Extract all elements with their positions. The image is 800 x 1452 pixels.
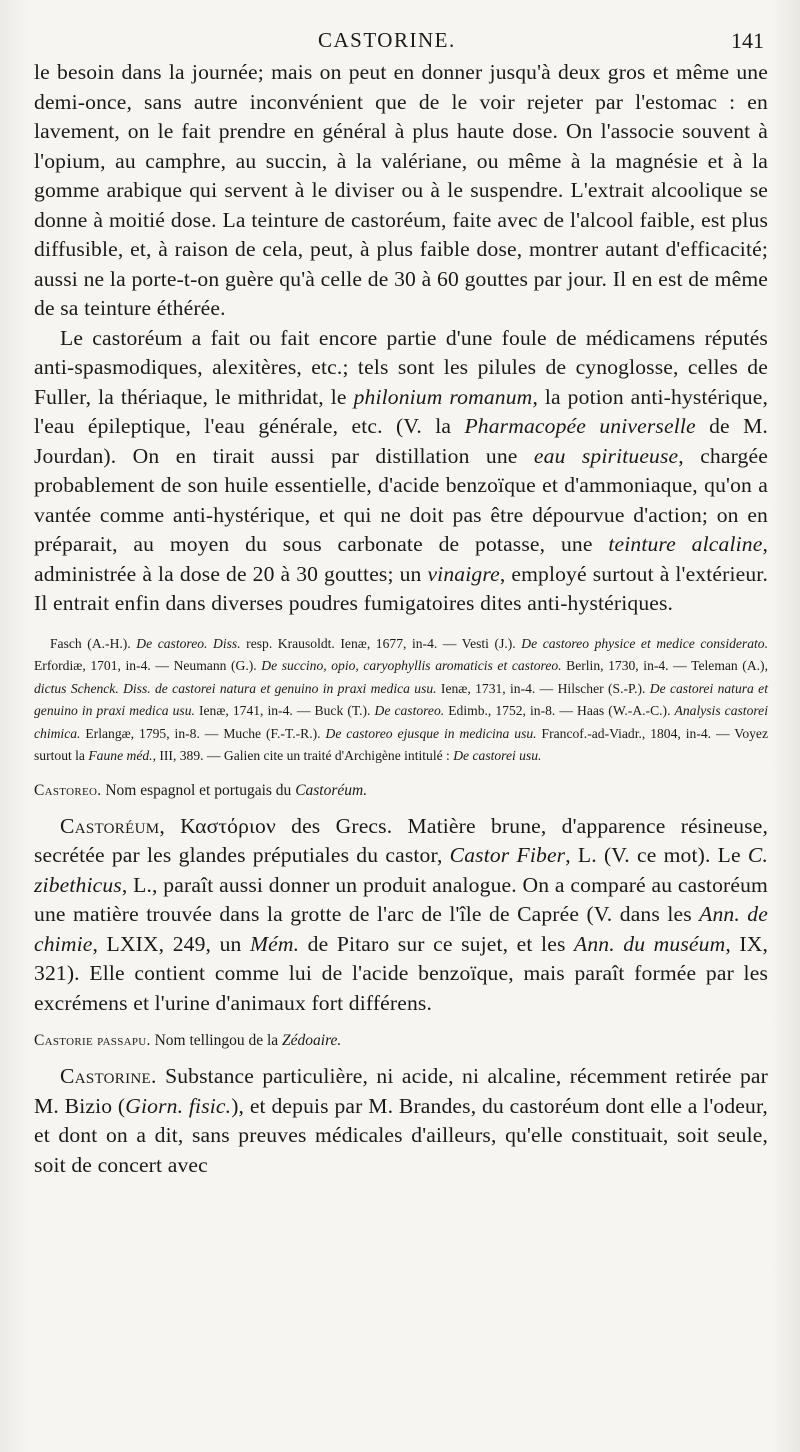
text-column — [34, 58, 768, 1180]
text-run: , LXIX, 249, un — [92, 931, 250, 956]
text-run: des Grecs. Matière brune, d'apparence résineuse, secrétée par les glandes préputiales du castor, — [34, 813, 769, 867]
biblio-run: Berlin, 1730, in-4. — Teleman (A.), — [561, 658, 768, 673]
entry-castoreum — [34, 812, 768, 1019]
paragraph-medicaments — [34, 324, 768, 619]
italic-term: C. zibethicus — [34, 843, 768, 897]
greek-term: Καστόριον — [180, 813, 276, 838]
text-run: , employé surtout à l'extérieur. Il entrait enfin dans diverses poudres fumigatoires dites anti-hystériques. — [34, 561, 769, 615]
italic-term: Giorn. fisic. — [125, 1093, 232, 1118]
biblio-run: Francof.-ad-Viadr., 1804, in-4. — Voyez surtout la — [34, 725, 768, 763]
page-number: 141 — [731, 28, 764, 53]
biblio-run: Edimb., 1752, in-8. — Haas (W.-A.-C.). — [444, 703, 675, 718]
italic-term: Zédoaire. — [282, 1032, 342, 1049]
italic-term: Mém. — [250, 931, 300, 956]
text-run: , L. (V. ce mot). Le — [565, 843, 748, 867]
entry-text: Nom espagnol et portugais du — [101, 781, 296, 799]
biblio-run: , III, 389. — Galien cite un traité d'Archigène intitulé : — [152, 748, 454, 763]
text-run: de M. Jourdan). On en tirait aussi par distillation une — [34, 414, 768, 468]
entry-castorie-passapu — [34, 1030, 768, 1052]
text-run: Substance particulière, ni acide, ni alcaline, récemment retirée par M. Bizio ( — [34, 1064, 768, 1118]
italic-term: Castor Fiber — [449, 843, 566, 867]
text-run: , IX, 321). Elle contient comme lui de l'acide benzoïque, mais paraît formée par les excrémens et l'urine d'animaux fort différens. — [34, 931, 769, 1015]
biblio-title: De succino, opio, caryophyllis aromaticis et castoreo. — [261, 658, 562, 673]
text-run: ), et depuis par M. Brandes, du castoréum dont elle a l'odeur, et dont on a dit, sans preuves médicales d'ailleurs, qu'elle constituait, soit seule, soit de concert avec — [34, 1093, 768, 1177]
biblio-title: De castoreo. Diss. — [136, 635, 241, 651]
biblio-title: Faune méd. — [88, 748, 153, 763]
paragraph-dosage: le besoin dans la journée; mais on peut en donner jusqu'à deux gros et même une demi-once, sans autre inconvénient que de le voir rejeter par l'estomac : en lavement, on le fait prendre en général à plus haute dose. On l'associe souvent à l'opium, au camphre, au succin, à la valériane, ou même à la magnésie et à la gomme arabique qui servent à le diviser ou à le suspendre. L'extrait alcoolique se donne à moitié dose. La teinture de castoréum, faite avec de l'alcool faible, est plus diffusible, et, à raison de cela, peut, à plus faible dose, montrer autant d'efficacité; aussi ne la porte-t-on guère qu'à celle de 30 à 60 gouttes par jour. Il en est de même de sa teinture éthérée. — [34, 60, 768, 320]
biblio-title: De castoreo physice et medice considerato. — [521, 635, 768, 651]
biblio-title: dictus Schenck. Diss. de castorei natura et genuino in praxi medica usu. — [34, 680, 437, 696]
text-run: , la potion anti-hystérique, l'eau épileptique, l'eau générale, etc. (V. la — [34, 384, 768, 438]
text-run: , L., paraît aussi donner un produit analogue. On a comparé au castoréum une matière trouvée dans la grotte de l'arc de l'île de Caprée (V. dans les — [34, 872, 768, 926]
running-head: CASTORINE. — [318, 28, 456, 52]
biblio-title: De castorei usu. — [453, 748, 542, 763]
biblio-run: resp. Krausoldt. Ienæ, 1677, in-4. — Vesti (J.). — [240, 635, 522, 651]
italic-term: Castoréum. — [295, 781, 368, 799]
biblio-title: De castoreo ejusque in medicina usu. — [325, 725, 537, 741]
text-run: , administrée à la dose de 20 à 30 gouttes; un — [34, 532, 768, 586]
text-run: Le castoréum a fait ou fait encore partie d'une foule de médicamens réputés anti-spasmodiques, alexitères, etc.; tels sont les pilules de cynoglosse, celles de Fuller, la thériaque, le mithridat, le — [34, 325, 768, 409]
italic-term: Pharmacopée universelle — [464, 414, 696, 438]
biblio-run: Ienæ, 1731, in-4. — Hilscher (S.-P.). — [436, 680, 650, 696]
italic-term: Ann. de chimie — [34, 902, 768, 956]
italic-term: Ann. du muséum — [573, 931, 726, 956]
biblio-run: Ienæ, 1741, in-4. — Buck (T.). — [194, 703, 375, 718]
bibliography — [34, 633, 768, 768]
italic-term: vinaigre — [427, 561, 500, 586]
entry-headword: Castorie passapu. — [34, 1032, 151, 1049]
biblio-title: De castorei natura et genuino in praxi medica usu. — [34, 680, 768, 718]
italic-term: eau spiritueuse — [533, 443, 679, 468]
biblio-run: Fasch (A.-H.). — [50, 635, 137, 651]
page-header — [0, 22, 800, 62]
italic-term: philonium romanum — [353, 384, 533, 409]
text-run: , — [159, 813, 181, 838]
text-run: , chargée probablement de son huile essentielle, d'acide benzoïque et d'ammoniaque, qu'on a vantée comme anti-hystérique, et qui ne doit pas être dépourvue d'action; on en préparait, au moyen du sous carbonate de potasse, une — [34, 443, 768, 556]
entry-castorine — [34, 1062, 768, 1180]
biblio-run: Erlangæ, 1795, in-8. — Muche (F.-T.-R.). — [80, 725, 326, 741]
biblio-title: Analysis castorei chimica. — [34, 703, 768, 741]
biblio-run: Erfordiæ, 1701, in-4. — Neumann (G.). — [34, 658, 262, 673]
biblio-title: De castoreo. — [374, 703, 445, 718]
text-run: de Pitaro sur ce sujet, et les — [299, 931, 574, 956]
entry-headword: Castorine. — [60, 1064, 157, 1088]
entry-castoreo — [34, 780, 768, 802]
entry-headword: Castoreo. — [34, 781, 102, 799]
italic-term: teinture alcaline — [608, 532, 763, 556]
entry-headword: Castoréum — [60, 813, 160, 838]
entry-text: Nom tellingou de la — [150, 1032, 283, 1049]
